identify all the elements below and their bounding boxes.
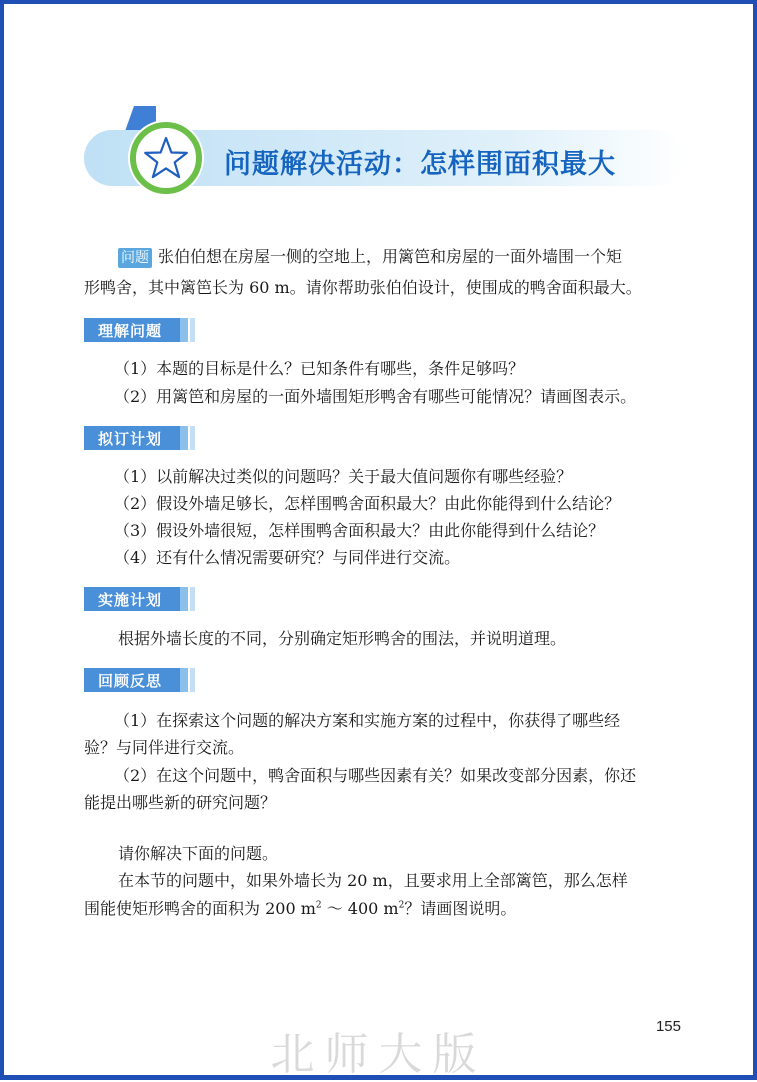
page-title: 问题解决活动：怎样围面积最大 — [224, 149, 616, 180]
plan-item-2: （2）假设外墙足够长，怎样围鸭舍面积最大？由此你能得到什么结论？ — [114, 494, 621, 513]
problem-line-2: 形鸭舍，其中篱笆长为 60 m。请你帮助张伯伯设计，使围成的鸭舍面积最大。 — [84, 278, 642, 297]
understand-item-1: （1）本题的目标是什么？已知条件有哪些，条件足够吗？ — [114, 359, 525, 378]
exercise-line-1: 在本节的问题中，如果外墙长为 20 m，且要求用上全部篱笆，那么怎样 — [118, 871, 628, 890]
section-header-understand: 理解问题 — [84, 318, 200, 342]
section-header-plan: 拟订计划 — [84, 426, 200, 450]
execute-text: 根据外墙长度的不同，分别确定矩形鸭舍的围法，并说明道理。 — [118, 629, 567, 648]
exercise-line-2: 围能使矩形鸭舍的面积为 200 $m^2$ ～ 400 $m^2$？请画图说明。 — [84, 899, 517, 918]
problem-line-1: 问题 张伯伯想在房屋一侧的空地上，用篱笆和房屋的一面外墙围一个矩 — [118, 243, 622, 270]
page-number: 155 — [655, 1018, 681, 1035]
plan-item-3: （3）假设外墙很短，怎样围鸭舍面积最大？由此你能得到什么结论？ — [114, 521, 605, 540]
exercise-intro: 请你解决下面的问题。 — [118, 844, 279, 863]
review-item-1-line-1: （1）在探索这个问题的解决方案和实施方案的过程中，你获得了哪些经 — [114, 711, 621, 730]
plan-item-4: （4）还有什么情况需要研究？与同伴进行交流。 — [114, 548, 461, 567]
activity-banner — [84, 104, 684, 212]
understand-item-2: （2）用篱笆和房屋的一面外墙围矩形鸭舍有哪些可能情况？请画图表示。 — [114, 387, 637, 406]
review-item-2-line-2: 能提出哪些新的研究问题？ — [84, 793, 277, 812]
plan-item-1: （1）以前解决过类似的问题吗？关于最大值问题你有哪些经验？ — [114, 467, 573, 486]
problem-tag: 问题 — [118, 248, 152, 268]
section-header-review: 回顾反思 — [84, 668, 200, 692]
publisher-watermark: 北师大版 — [270, 1029, 487, 1080]
section-header-execute: 实施计划 — [84, 587, 200, 611]
review-item-2-line-1: （2）在这个问题中，鸭舍面积与哪些因素有关？如果改变部分因素，你还 — [114, 766, 637, 785]
review-item-1-line-2: 验？与同伴进行交流。 — [84, 738, 245, 757]
